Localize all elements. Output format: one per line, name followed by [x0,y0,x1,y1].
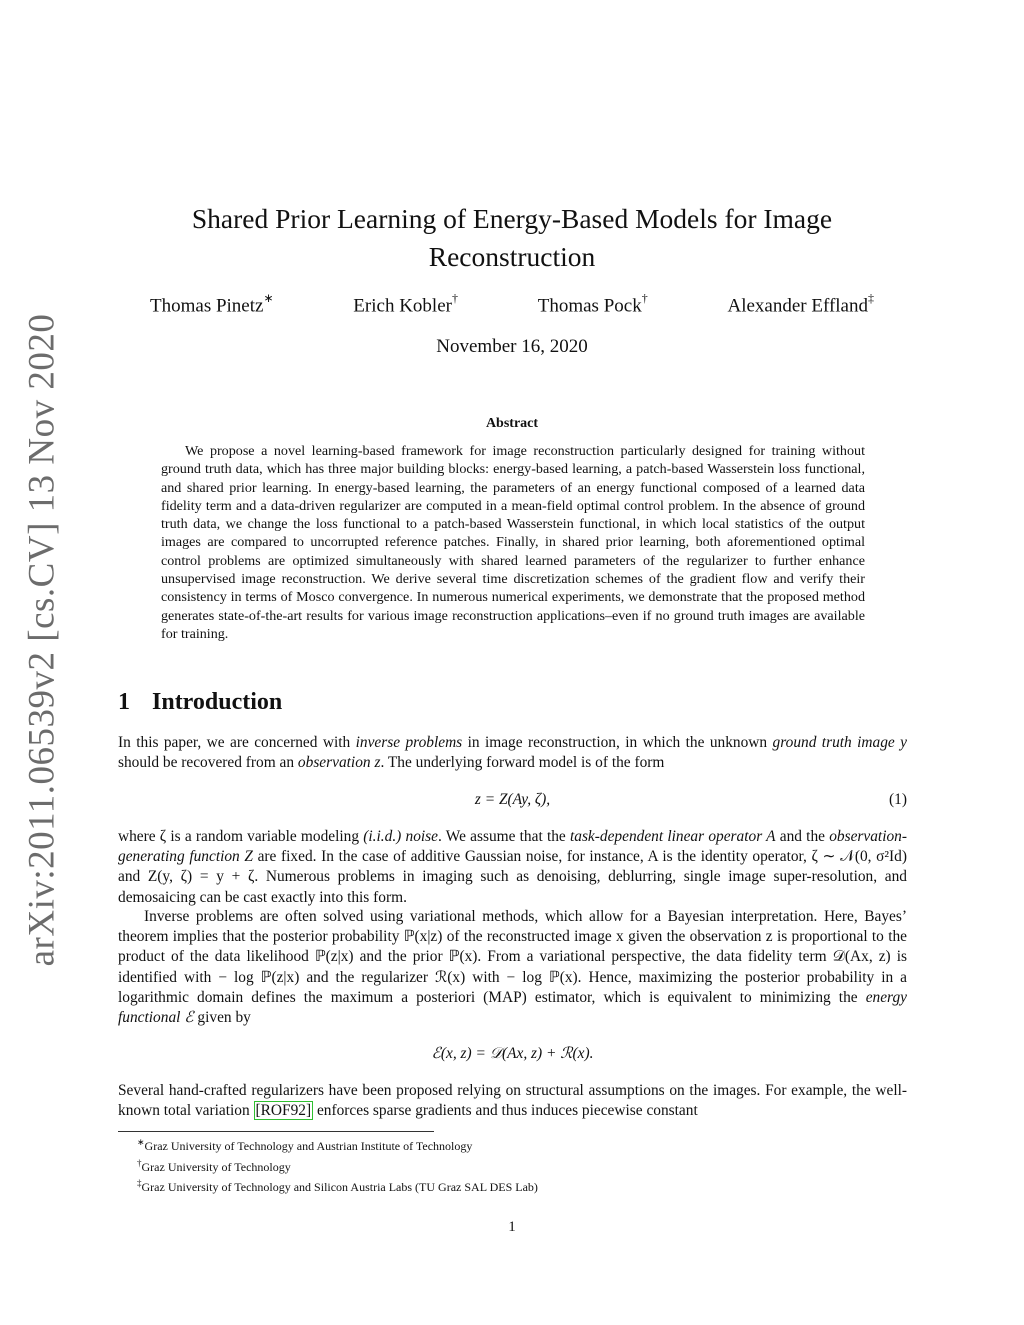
footnote: †Graz University of Technology [137,1157,291,1174]
author: Alexander Effland‡ [727,291,874,317]
abstract-heading: Abstract [485,416,539,431]
section-number: 1 [118,689,130,715]
abstract-text: We propose a novel learning-based framework for image reconstruction particularly designed for training without ground truth data, which has three major building blocks: energy-based learning, a patch-based Wasserstein loss functional, and shared prior learning. In energy-based learning, the parameters of an energy functional composed of a learned data fidelity term and a data-driven regularizer are computed in a mean-field optimal control problem. In the absence of ground truth data, we change the loss functional to a patch-based Wasserstein functional, in which local statistics of the output images are compared to uncorrupted reference patches. Finally, in shared prior learning, both aforementioned optimal control problems are optimized simultaneously with shared learned parameters of the regularizer to further enhance unsupervised image reconstruction. We derive several time discretization schemes of the gradient flow and verify their consistency in terms of Mosco convergence. In numerous numerical experiments, we demonstrate that the proposed method generates state-of-the-art results for various image reconstruction applications–even if no ground truth images are available for training. [161,443,865,642]
author: Thomas Pock† [537,291,648,317]
footnotes [137,1134,538,1196]
section-title: Introduction [152,689,283,715]
citation-link[interactable]: [ROF92] [255,1102,312,1120]
footnote: ∗Graz University of Technology and Austrian Institute of Technology [137,1137,473,1153]
intro-paragraph: In this paper, we are concerned with inverse problems in image reconstruction, in which the unknown ground truth image y should be recovered from an observation z. The underlying forward model is of the form [118,734,907,772]
intro-paragraph: where ζ is a random variable modeling (i.i.d.) noise. We assume that the task-dependent linear operator A and the observation-generating function Z are fixed. In the case of additive Gaussian noise, for instance, A is the identity operator, ζ ∼ 𝒩(0, σ²Id) and Z(y, ζ) = y + ζ. Numerous problems in imaging such as denoising, deblurring, single image super-resolution, and demosaicing can be cast exactly into this form. [118,828,907,906]
equation-number: (1) [889,791,907,808]
author-list [150,293,874,317]
publication-date: November 16, 2020 [436,336,588,357]
equation-energy-functional: ℰ(x, z) = 𝒟(Ax, z) + ℛ(x). [431,1045,594,1062]
paper-title: Shared Prior Learning of Energy-Based Models for Image Reconstruction [191,203,833,272]
arxiv-identifier: arXiv:2011.06539v2 [cs.CV] 13 Nov 2020 [21,313,63,967]
footnote-divider [118,1131,434,1132]
author: Erich Kobler† [353,291,458,317]
equation-forward-model: z = Z(Ay, ζ), (1) [474,791,907,808]
author: Thomas Pinetz∗ [150,291,274,317]
page-number: 1 [508,1219,516,1235]
footnote: ‡Graz University of Technology and Silicon Austria Labs (TU Graz SAL DES Lab) [137,1178,538,1194]
intro-paragraph: Inverse problems are often solved using variational methods, which allow for a Bayesian interpretation. Here, Bayes’ theorem implies that the posterior probability ℙ(x|z) of the reconstructed image x given the observation z is proportional to the product of the data likelihood ℙ(z|x) and the prior ℙ(x). From a variational perspective, the data fidelity term 𝒟(Ax, z) is identified with − log ℙ(z|x) and the regularizer ℛ(x) with − log ℙ(x). Hence, maximizing the posterior probability in a logarithmic domain defines the maximum a posteriori (MAP) estimator, which is equivalent to minimizing the energy functional ℰ given by [118,908,907,1027]
intro-paragraph: Several hand-crafted regularizers have been proposed relying on structural assumptions on the images. For example, the well-known total variation [ROF92] enforces sparse gradients and thus induces piecewise constant [118,1082,907,1120]
section-heading [118,689,282,716]
